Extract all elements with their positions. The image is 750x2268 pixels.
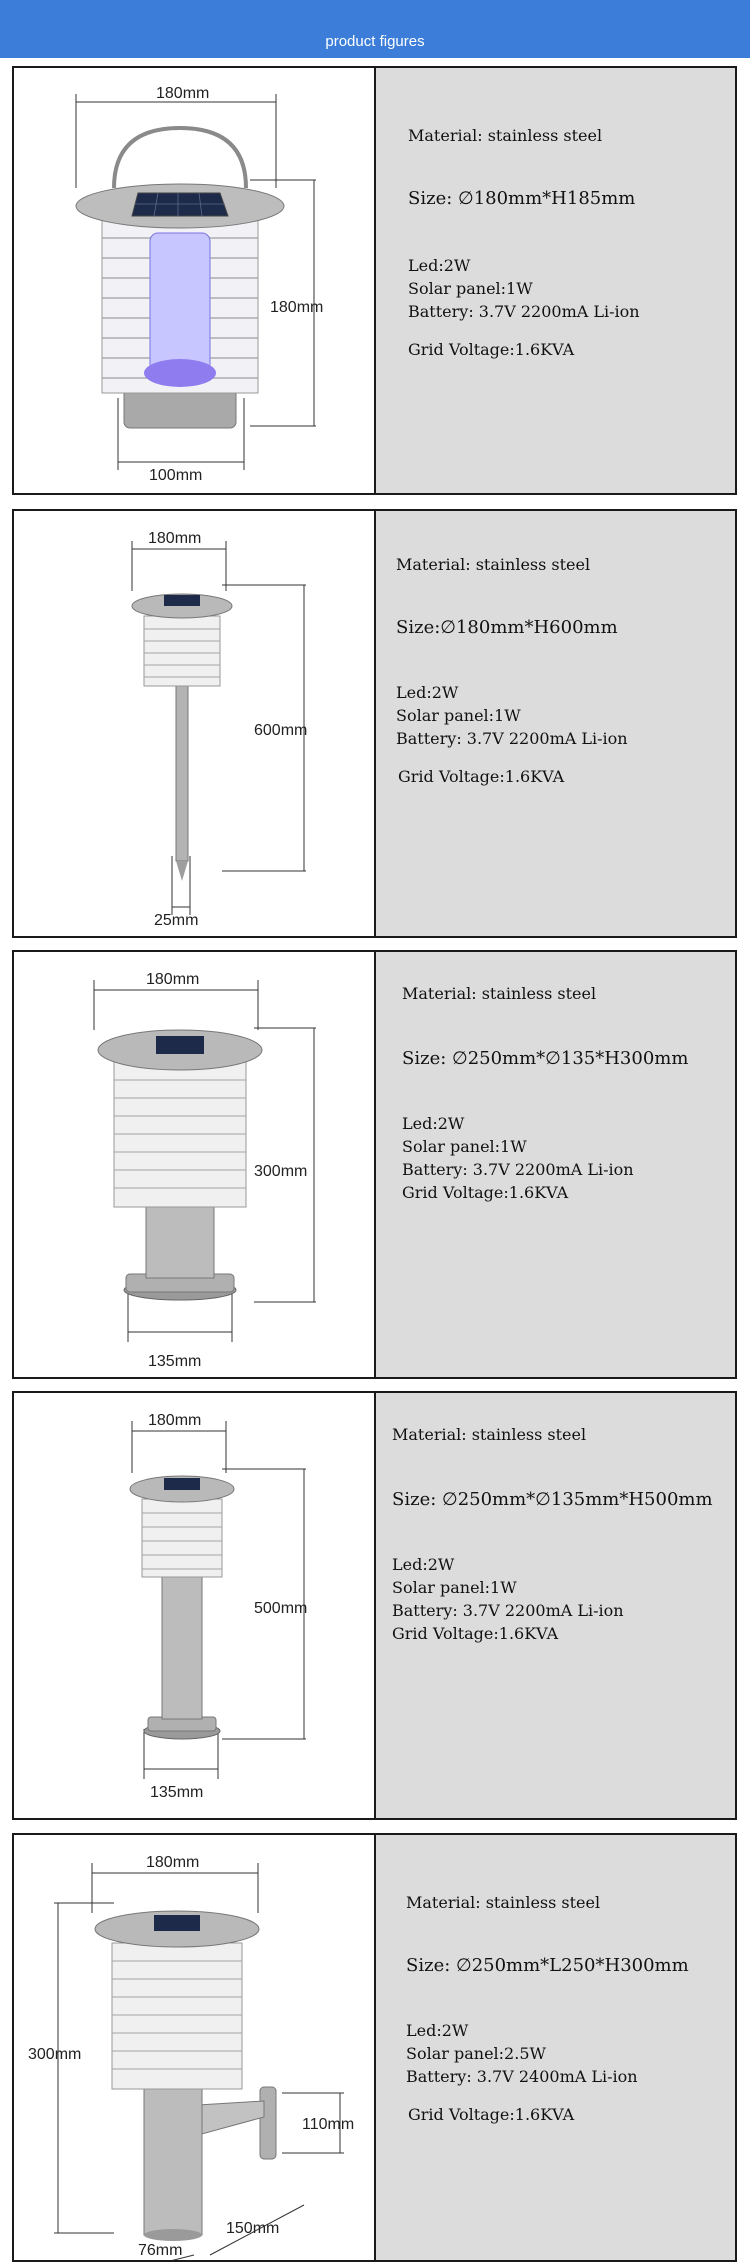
solar-text: Solar panel:2.5W (406, 2044, 546, 2063)
dim-top-label: 180mm (148, 530, 202, 547)
product-figure-2 (14, 511, 376, 936)
dim-bottom-label: 100mm (149, 467, 203, 484)
grid-voltage-text: Grid Voltage:1.6KVA (402, 1183, 569, 1202)
material-text: Material: stainless steel (392, 1425, 587, 1444)
product-spec-4 (376, 1393, 735, 1818)
dim-height-label: 500mm (254, 1600, 308, 1617)
dim-top-label: 180mm (148, 1412, 202, 1429)
grid-voltage-text: Grid Voltage:1.6KVA (398, 767, 565, 786)
dim-top-label: 180mm (156, 85, 210, 102)
page-title: product figures (325, 33, 425, 50)
product-figure-1 (14, 68, 376, 493)
product-spec-1 (376, 68, 735, 493)
product-spec-2 (376, 511, 735, 936)
dim-bottom-label: 76mm (138, 2242, 183, 2259)
material-text: Material: stainless steel (396, 555, 591, 574)
page-header (0, 0, 750, 58)
specs-list (392, 1553, 624, 1645)
led-text: Led:2W (392, 1555, 455, 1574)
product-spec-5 (376, 1835, 735, 2260)
wall-lamp-drawing (14, 1835, 374, 2260)
battery-text: Battery: 3.7V 2200mA Li-ion (392, 1601, 624, 1620)
product-card-4 (12, 1391, 737, 1820)
specs-list (396, 681, 628, 750)
grid-voltage-text: Grid Voltage:1.6KVA (408, 340, 575, 359)
dim-top-label: 180mm (146, 971, 200, 988)
solar-text: Solar panel:1W (402, 1137, 527, 1156)
battery-text: Battery: 3.7V 2200mA Li-ion (396, 729, 628, 748)
led-text: Led:2W (396, 683, 459, 702)
pillar-lamp-drawing (14, 952, 374, 1377)
battery-text: Battery: 3.7V 2400mA Li-ion (406, 2067, 638, 2086)
material-text: Material: stainless steel (406, 1893, 601, 1912)
dim-height-label: 600mm (254, 722, 308, 739)
dim-bottom-label: 25mm (154, 912, 199, 929)
product-card-1 (12, 66, 737, 495)
material-text: Material: stainless steel (402, 984, 597, 1003)
dim-top-label: 180mm (146, 1854, 200, 1871)
size-text: Size: ∅180mm*H185mm (408, 188, 636, 209)
led-text: Led:2W (402, 1114, 465, 1133)
product-spec-3 (376, 952, 735, 1377)
product-figure-4 (14, 1393, 376, 1818)
dim-depth-label: 150mm (226, 2220, 280, 2237)
led-text: Led:2W (408, 256, 471, 275)
dim-bracket-label: 110mm (302, 2116, 355, 2133)
product-figure-5 (14, 1835, 376, 2260)
size-text: Size: ∅250mm*∅135mm*H500mm (392, 1489, 713, 1510)
size-text: Size: ∅250mm*∅135*H300mm (402, 1048, 689, 1069)
size-text: Size:∅180mm*H600mm (396, 617, 618, 638)
product-figure-3 (14, 952, 376, 1377)
dim-height-label: 180mm (270, 299, 324, 316)
product-card-3 (12, 950, 737, 1379)
specs-list (406, 2019, 638, 2088)
solar-text: Solar panel:1W (408, 279, 533, 298)
specs-list (408, 254, 640, 323)
dim-height-label: 300mm (28, 2046, 82, 2063)
led-text: Led:2W (406, 2021, 469, 2040)
spike-lamp-drawing (14, 511, 374, 936)
product-card-5 (12, 1833, 737, 2262)
tall-pillar-lamp-drawing (14, 1393, 374, 1818)
grid-voltage-text: Grid Voltage:1.6KVA (392, 1624, 559, 1643)
dim-bottom-label: 135mm (148, 1353, 202, 1370)
lantern-drawing (14, 68, 374, 493)
material-text: Material: stainless steel (408, 126, 603, 145)
dim-height-label: 300mm (254, 1163, 308, 1180)
grid-voltage-text: Grid Voltage:1.6KVA (408, 2105, 575, 2124)
solar-text: Solar panel:1W (396, 706, 521, 725)
battery-text: Battery: 3.7V 2200mA Li-ion (402, 1160, 634, 1179)
product-card-2 (12, 509, 737, 938)
battery-text: Battery: 3.7V 2200mA Li-ion (408, 302, 640, 321)
specs-list (402, 1112, 634, 1204)
size-text: Size: ∅250mm*L250*H300mm (406, 1955, 689, 1976)
solar-text: Solar panel:1W (392, 1578, 517, 1597)
dim-bottom-label: 135mm (150, 1784, 204, 1801)
